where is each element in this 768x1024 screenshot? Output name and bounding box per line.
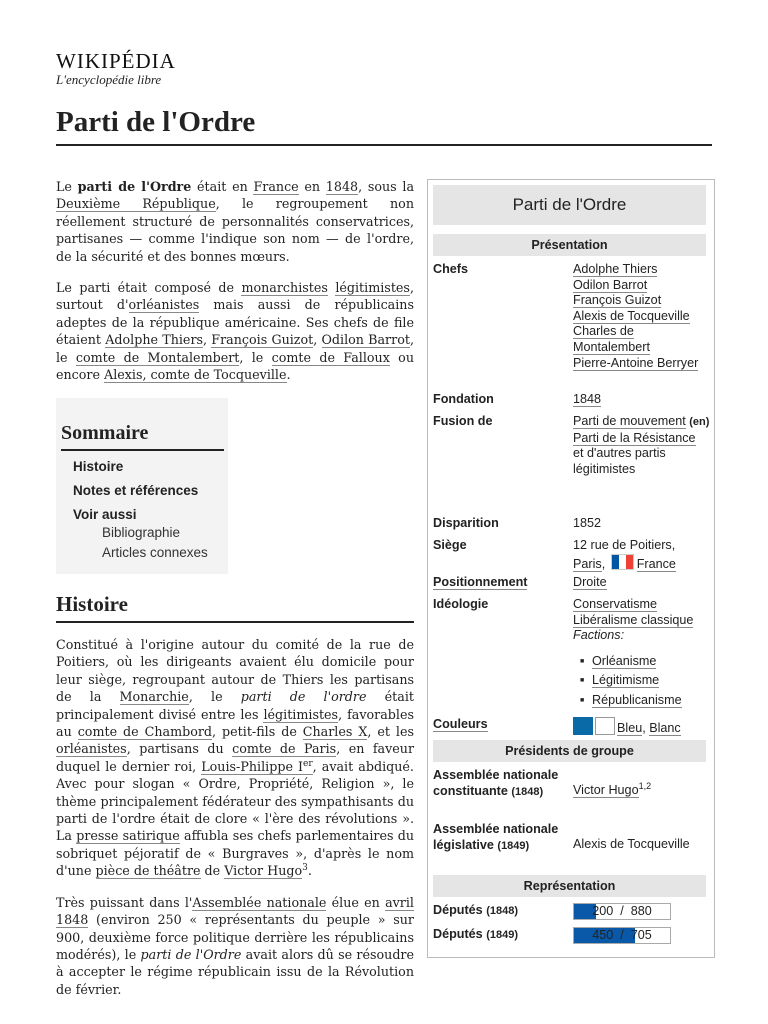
list-item <box>578 693 711 713</box>
logo-wordmark: WIKIPÉDIA <box>56 49 176 73</box>
value-positionnement <box>573 575 711 591</box>
page-title: Parti de l'Ordre <box>56 100 712 146</box>
intro-text <box>56 178 414 397</box>
value-couleurs: Bleu, Blanc <box>573 717 711 737</box>
label-fondation: Fondation <box>433 392 494 406</box>
value-fusion <box>573 414 711 477</box>
histoire-paragraph-2: Très puissant dans l'Assemblée nationale élue en avril 1848 (environ 250 « représentants du peuple » sur 900, deuxième force politique derrière les républicains modérés), le parti de l'Ordre avait alors dû se résoudre à accepter le régime républicain issu de la Révolution de février. <box>56 894 415 997</box>
deputes-1848-bar <box>573 903 671 920</box>
link-francois-guizot[interactable]: François Guizot <box>211 332 314 348</box>
link-1848[interactable]: 1848 <box>325 179 359 194</box>
infobox-caption: Parti de l'Ordre <box>433 185 706 225</box>
link-blanc[interactable]: Blanc <box>649 721 681 735</box>
value-fondation <box>573 392 711 408</box>
link-fondation-1848[interactable]: 1848 <box>573 392 602 406</box>
link-presse-satirique[interactable]: presse satirique <box>76 828 180 844</box>
link-victor-hugo[interactable]: Victor Hugo <box>224 863 303 879</box>
white-swatch <box>595 717 615 735</box>
infobox <box>427 179 715 958</box>
link-legitimisme[interactable]: Légitimisme <box>592 673 660 688</box>
link-avril-1848[interactable]: avril 1848 <box>56 894 414 928</box>
link-chef-guizot[interactable]: François Guizot <box>573 293 662 308</box>
toc-title: Sommaire <box>61 422 224 451</box>
label-deputes-1848 <box>433 903 567 920</box>
lang-en-badge[interactable]: (en) <box>689 416 710 428</box>
label-assemblee-legislative <box>433 822 567 854</box>
label-assemblee-constituante <box>433 768 567 800</box>
label-couleurs <box>433 717 567 733</box>
link-charles-x[interactable]: Charles X <box>302 724 368 740</box>
list-item <box>578 673 711 693</box>
link-orleanisme[interactable]: Orléanisme <box>592 653 657 668</box>
deputes-1848-year: (1848) <box>486 905 518 917</box>
link-orleanistes[interactable]: orléanistes <box>128 297 200 313</box>
france-flag-icon <box>611 554 634 570</box>
link-deuxieme-republique[interactable]: Deuxième République <box>56 196 216 212</box>
link-legitimistes[interactable]: légitimistes <box>335 280 410 296</box>
link-chef-tocqueville[interactable]: Alexis de Tocqueville <box>573 308 690 323</box>
assemblee-legislative-text: Assemblée nationale législative <box>433 822 559 852</box>
link-orleanistes-2[interactable]: orléanistes <box>56 741 127 757</box>
link-adolphe-thiers[interactable]: Adolphe Thiers <box>105 332 204 348</box>
link-comte-de-chambord[interactable]: comte de Chambord <box>77 724 213 740</box>
value-disparition: 1852 <box>573 516 602 530</box>
factions-label: Factions: <box>573 628 625 643</box>
site-logo[interactable] <box>56 50 176 87</box>
label-fusion: Fusion de <box>433 414 493 428</box>
value-chefs <box>573 262 711 371</box>
infobox-header-presidents: Présidents de groupe <box>433 740 706 762</box>
footnote-ref[interactable]: 1,2 <box>638 780 652 791</box>
toc-item-voir-aussi[interactable]: Voir aussi <box>73 507 137 522</box>
intro-paragraph-1: Le parti de l'Ordre était en France en 1848, sous la Deuxième République, le regroupement non réellement structuré de personnalités conservatrices, partisanes — comme l'indique son nom — de l'ordre, de la sécurité et des bonnes mœurs. <box>56 179 415 264</box>
label-positionnement <box>433 575 567 591</box>
deputes-1849-year: (1849) <box>486 929 518 941</box>
link-parti-de-mouvement[interactable]: Parti de mouvement <box>573 414 686 428</box>
link-assemblee-nationale[interactable]: Assemblée nationale <box>192 894 327 910</box>
deputes-1849-text: 450 / 705 <box>592 928 652 942</box>
section-heading-histoire: Histoire <box>56 592 414 623</box>
label-disparition: Disparition <box>433 516 499 530</box>
link-chef-montalembert[interactable]: Charles de Montalembert <box>573 324 650 354</box>
factions-list <box>573 654 711 713</box>
toc-item-articles-connexes[interactable]: Articles connexes <box>102 545 208 560</box>
deputes-1849-bar <box>573 927 671 944</box>
histoire-text <box>56 636 414 1012</box>
link-monarchistes[interactable]: monarchistes <box>241 280 328 296</box>
toc-item-histoire[interactable]: Histoire <box>73 459 124 474</box>
value-assemblee-legislative: Alexis de Tocqueville <box>573 837 690 851</box>
link-france[interactable]: France <box>253 179 299 194</box>
link-comte-de-montalembert[interactable]: comte de Montalembert <box>75 349 240 365</box>
assemblee-constituante-text: Assemblée nationale constituante <box>433 768 559 798</box>
value-ideologie <box>573 597 711 712</box>
link-conservatisme[interactable]: Conservatisme <box>573 597 657 611</box>
link-louis-philippe[interactable]: Louis-Philippe Ier <box>201 758 313 774</box>
siege-address: 12 rue de Poitiers, <box>573 538 676 552</box>
link-comte-de-falloux[interactable]: comte de Falloux <box>271 349 390 365</box>
link-droite[interactable]: Droite <box>573 575 607 589</box>
label-siege: Siège <box>433 538 467 552</box>
list-item <box>578 654 711 674</box>
deputes-1848-text: 200 / 880 <box>592 904 652 918</box>
link-chef-barrot[interactable]: Odilon Barrot <box>573 277 648 292</box>
link-republicanisme[interactable]: Républicanisme <box>592 692 682 707</box>
link-piece-de-theatre[interactable]: pièce de théâtre <box>95 863 201 879</box>
label-deputes-1849 <box>433 927 567 944</box>
infobox-header-presentation: Présentation <box>433 234 706 256</box>
link-paris[interactable]: Paris <box>573 556 602 571</box>
intro-paragraph-2: Le parti était composé de monarchistes légitimistes, surtout d'orléanistes mais aussi de républicains adeptes de la république américaine. Ses chefs de file étaient Adolphe Thiers, François Guizot, Odilon Barrot, le comte de Montalembert, le comte de Falloux ou encore Alexis, comte de Tocqueville. <box>56 280 414 383</box>
link-odilon-barrot[interactable]: Odilon Barrot <box>321 332 410 348</box>
logo-tagline: L'encyclopédie libre <box>56 72 162 87</box>
histoire-paragraph-1: Constitué à l'origine autour du comité de la rue de Poitiers, où les dirigeants avaient élu domicile pour leur siège, regroupant autour de Thiers les partisans de la Monarchie, le parti de l'ordre était principalement divisé entre les légitimistes, favorables au comte de Chambord, petit-fils de Charles X, et les orléanistes, partisans du comte de Paris, en faveur duquel le dernier roi, Louis-Philippe Ier, avait abdiqué. Avec pour slogan « Ordre, Propriété, Religion », le thème principalement fédérateur des sympathisants du parti de l'ordre était de clore « l'ère des révolutions ». La presse satirique affubla ses chefs parlementaires du sobriquet péjoratif de « Burgraves », d'après le nom d'une pièce de théâtre de Victor Hugo$^3$. <box>56 637 415 879</box>
link-chef-thiers[interactable]: Adolphe Thiers <box>573 262 658 276</box>
assemblee-constituante-year: (1848) <box>511 785 544 798</box>
table-of-contents <box>56 398 228 574</box>
fusion-other: et d'autres partis légitimistes <box>573 446 666 476</box>
link-monarchie[interactable]: Monarchie <box>119 689 189 705</box>
toc-item-notes[interactable]: Notes et références <box>73 483 199 498</box>
link-legitimistes-2[interactable]: légitimistes <box>263 706 339 722</box>
label-ideologie: Idéologie <box>433 597 489 611</box>
value-assemblee-constituante <box>573 780 711 799</box>
link-couleurs[interactable]: Couleurs <box>433 717 488 731</box>
label-chefs: Chefs <box>433 262 468 276</box>
value-siege: 12 rue de Poitiers, Paris, France <box>573 538 676 571</box>
infobox-header-representation: Représentation <box>433 875 706 897</box>
deputes-label-text: Députés <box>433 927 483 941</box>
assemblee-legislative-year: (1849) <box>497 839 530 852</box>
link-comte-de-paris[interactable]: comte de Paris <box>232 741 337 757</box>
link-positionnement[interactable]: Positionnement <box>433 575 528 589</box>
blue-swatch <box>573 717 593 735</box>
link-alexis-tocqueville[interactable]: Alexis, comte de Tocqueville <box>104 367 287 383</box>
link-victor-hugo-infobox[interactable]: Victor Hugo <box>573 783 639 797</box>
toc-item-bibliographie[interactable]: Bibliographie <box>102 525 181 540</box>
link-bleu[interactable]: Bleu <box>617 721 643 735</box>
link-liberalisme-classique[interactable]: Libéralisme classique <box>573 612 694 627</box>
deputes-label-text: Députés <box>433 903 483 917</box>
link-parti-de-la-resistance[interactable]: Parti de la Résistance <box>573 430 696 445</box>
link-france-siege[interactable]: France <box>636 556 676 571</box>
link-chef-berryer[interactable]: Pierre-Antoine Berryer <box>573 355 699 370</box>
